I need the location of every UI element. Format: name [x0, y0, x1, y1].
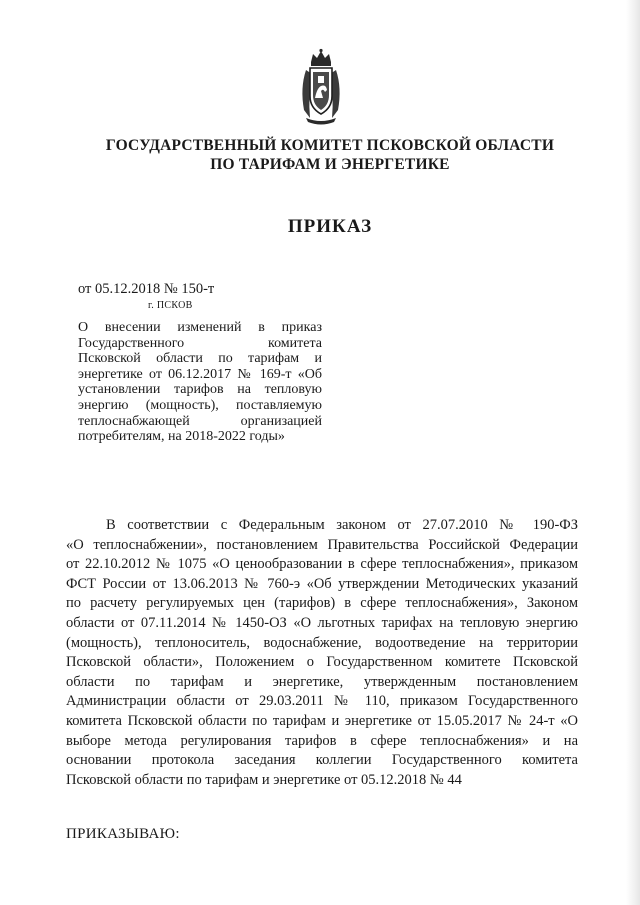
document-type: ПРИКАЗ — [287, 216, 373, 237]
subject-line: энергию (мощность), поставляемую — [78, 397, 322, 413]
body-line: Администрации области от 29.03.2011 № 110, приказом Государственного — [66, 693, 578, 710]
document-subject — [78, 320, 322, 445]
scan-edge — [626, 0, 640, 905]
document-date-number: от 05.12.2018 № 150-т — [78, 281, 215, 297]
body-line: ФСТ России от 13.06.2013 № 760-э «Об утверждении Методических указаний — [66, 575, 578, 592]
body-line: (мощность), теплоноситель, водоснабжение, водоотведение на территории — [66, 634, 578, 651]
subject-line: теплоснабжающей организацией — [78, 413, 322, 429]
org-title-line-1: ГОСУДАРСТВЕННЫЙ КОМИТЕТ ПСКОВСКОЙ ОБЛАСТИ — [105, 137, 555, 154]
subject-line: Псковской области по тарифам и — [78, 351, 322, 367]
order-word: ПРИКАЗЫВАЮ: — [66, 826, 180, 842]
body-line: Псковской области», Положением о Государственном комитете Псковской — [66, 654, 578, 671]
subject-line: Государственного комитета — [78, 335, 322, 351]
body-line: «О теплоснабжении», постановлением Правительства Российской Федерации — [66, 536, 578, 553]
body-line: комитета Псковской области по тарифам и энергетике от 15.05.2017 № 24-т «О — [66, 712, 578, 729]
subject-line: О внесении изменений в приказ — [78, 320, 322, 335]
org-title-line-2: ПО ТАРИФАМ И ЭНЕРГЕТИКЕ — [210, 156, 450, 173]
subject-line: установлении тарифов на тепловую — [78, 382, 322, 398]
body-line: Псковской области по тарифам и энергетике от 05.12.2018 № 44 — [66, 771, 462, 788]
coat-of-arms-icon — [296, 48, 346, 126]
body-line: области от 07.11.2014 № 1450-ОЗ «О льготных тарифах на тепловую энергию — [66, 614, 578, 631]
subject-line: энергетике от 06.12.2017 № 169-т «Об — [78, 366, 322, 382]
document-body — [66, 516, 578, 790]
subject-line: потребителям, на 2018-2022 годы» — [78, 429, 285, 445]
organization-title — [90, 136, 570, 174]
body-line: от 22.10.2012 № 1075 «О ценообразовании в сфере теплоснабжения», приказом — [66, 556, 578, 573]
body-line: основании протокола заседания коллегии Государственного комитета — [66, 752, 578, 769]
body-line: по расчету регулируемых цен (тарифов) в сфере теплоснабжения», Законом — [66, 595, 578, 612]
body-line: выборе метода регулирования тарифов в сфере теплоснабжения» и на — [66, 732, 578, 749]
body-line: В соответствии с Федеральным законом от 27.07.2010 № 190-ФЗ — [106, 517, 578, 533]
document-city: г. ПСКОВ — [148, 300, 193, 311]
body-line: области по тарифам и энергетике, утвержденным постановлением — [66, 673, 578, 690]
